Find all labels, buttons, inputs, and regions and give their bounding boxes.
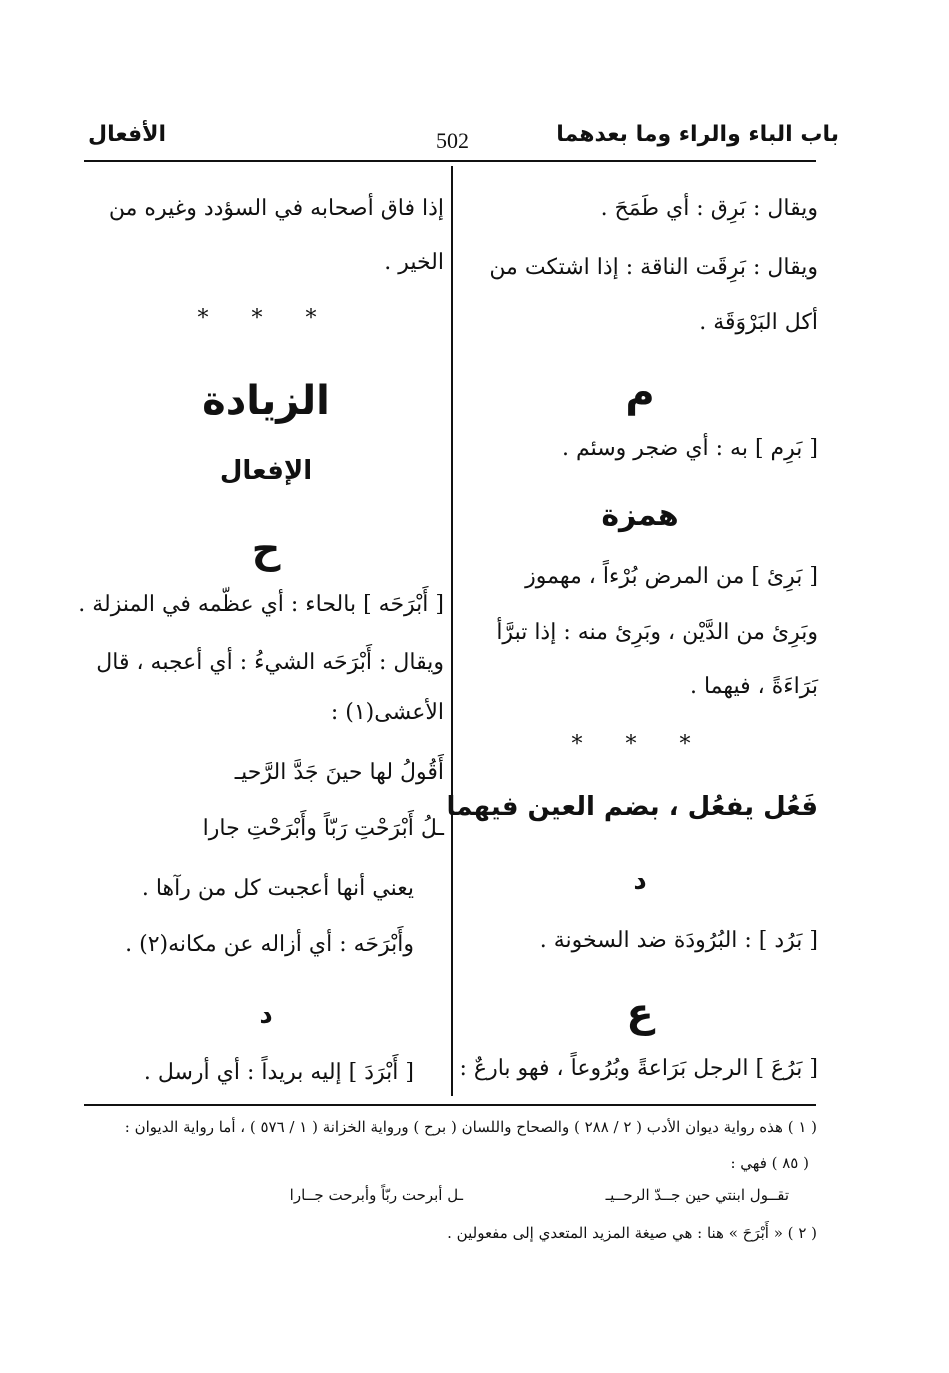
entry-text: ويقال : بَرِقَت الناقة : إذا اشتكت من bbox=[489, 255, 818, 280]
page-number: 502 bbox=[436, 128, 469, 153]
section-heading: فَعُل يفعُل ، بضم العين فيهما bbox=[446, 792, 818, 822]
entry-text: [ أَبْرَدَ ] إليه بريداً : أي أرسل . bbox=[143, 1060, 414, 1085]
section-subheading: الإفعال bbox=[219, 456, 313, 486]
letter-heading: م bbox=[625, 370, 655, 416]
footnote-1-continued: ( ٨٥ ) فهي : bbox=[730, 1154, 809, 1172]
verse-line: ـلُ أَبْرَحْتِ رَبّاً وأَبْرَحْتِ جارا bbox=[202, 816, 444, 841]
letter-heading: ح bbox=[251, 526, 281, 572]
entry-text: [ بَرِئ ] من المرض بُرْءاً ، مهموز bbox=[525, 564, 818, 589]
letter-heading: د bbox=[633, 866, 647, 896]
section-heading: همزة bbox=[601, 498, 679, 533]
entry-text: أكل البَرْوَقَة . bbox=[699, 310, 818, 335]
entry-text: [ بَرُعَ ] الرجل بَرَاعةً وبُرُوعاً ، فهو بارعٌ : bbox=[459, 1056, 818, 1081]
entry-text: [ بَرُد ] : البُرُودَة ضد السخونة . bbox=[539, 928, 818, 953]
entry-text: وأَبْرَحَه : أي أزاله عن مكانه(٢) . bbox=[125, 932, 414, 957]
running-title-right: باب الباء والراء وما بعدهما bbox=[556, 122, 839, 147]
entry-text: يعني أنها أعجبت كل من رآها . bbox=[141, 876, 414, 901]
entry-text: الأعشى(١) : bbox=[330, 700, 444, 725]
entry-text: وبَرِئ من الدَّيْن ، وبَرِئ منه : إذا تبرَّأ bbox=[496, 620, 818, 645]
footnote-verse-part-2: ـل أبرحت ربّاً وأبرحت جــارا bbox=[289, 1186, 463, 1204]
footnote-2: ( ٢ ) « أَبْرَحَ » هنا : هي صيغة المزيد المتعدي إلى مفعولين . bbox=[447, 1224, 817, 1242]
section-heading: الزيادة bbox=[202, 378, 330, 424]
letter-heading: د bbox=[259, 1000, 273, 1030]
running-title-left: الأفعال bbox=[88, 122, 167, 147]
entry-text: ويقال : بَرِق : أي طَمَحَ . bbox=[600, 196, 818, 221]
entry-text: الخير . bbox=[384, 250, 444, 275]
entry-text: ويقال : أَبْرَحَه الشيءُ : أي أعجبه ، قال bbox=[96, 650, 444, 675]
footnote-rule bbox=[84, 1104, 816, 1106]
footnote-1: ( ١ ) هذه رواية ديوان الأدب ( ٢ / ٢٨٨ ) والصحاح واللسان ( برح ) ورواية الخزانة ( ١ / ٥٧٦ ) ، أما رواية الديوان : bbox=[124, 1118, 817, 1136]
left-column bbox=[78, 0, 444, 1100]
verse-line: أَقُولُ لها حينَ جَدَّ الرَّحيـ bbox=[234, 760, 444, 785]
entry-text: [ بَرِم ] به : أي ضجر وسئم . bbox=[561, 436, 818, 461]
section-separator: * * * bbox=[197, 306, 335, 331]
letter-heading: ع bbox=[626, 990, 654, 1036]
column-divider bbox=[451, 166, 453, 1096]
footnote-verse-part-1: تقــول ابنتي حين جــدّ الرحــيـ bbox=[605, 1186, 789, 1204]
section-separator: * * * bbox=[571, 732, 709, 757]
entry-text: إذا فاق أصحابه في السؤدد وغيره من bbox=[108, 196, 444, 221]
entry-text: [ أَبْرَحَه ] بالحاء : أي عظّمه في المنزلة . bbox=[78, 592, 444, 617]
entry-text: بَرَاءَةً ، فيهما . bbox=[689, 674, 818, 699]
